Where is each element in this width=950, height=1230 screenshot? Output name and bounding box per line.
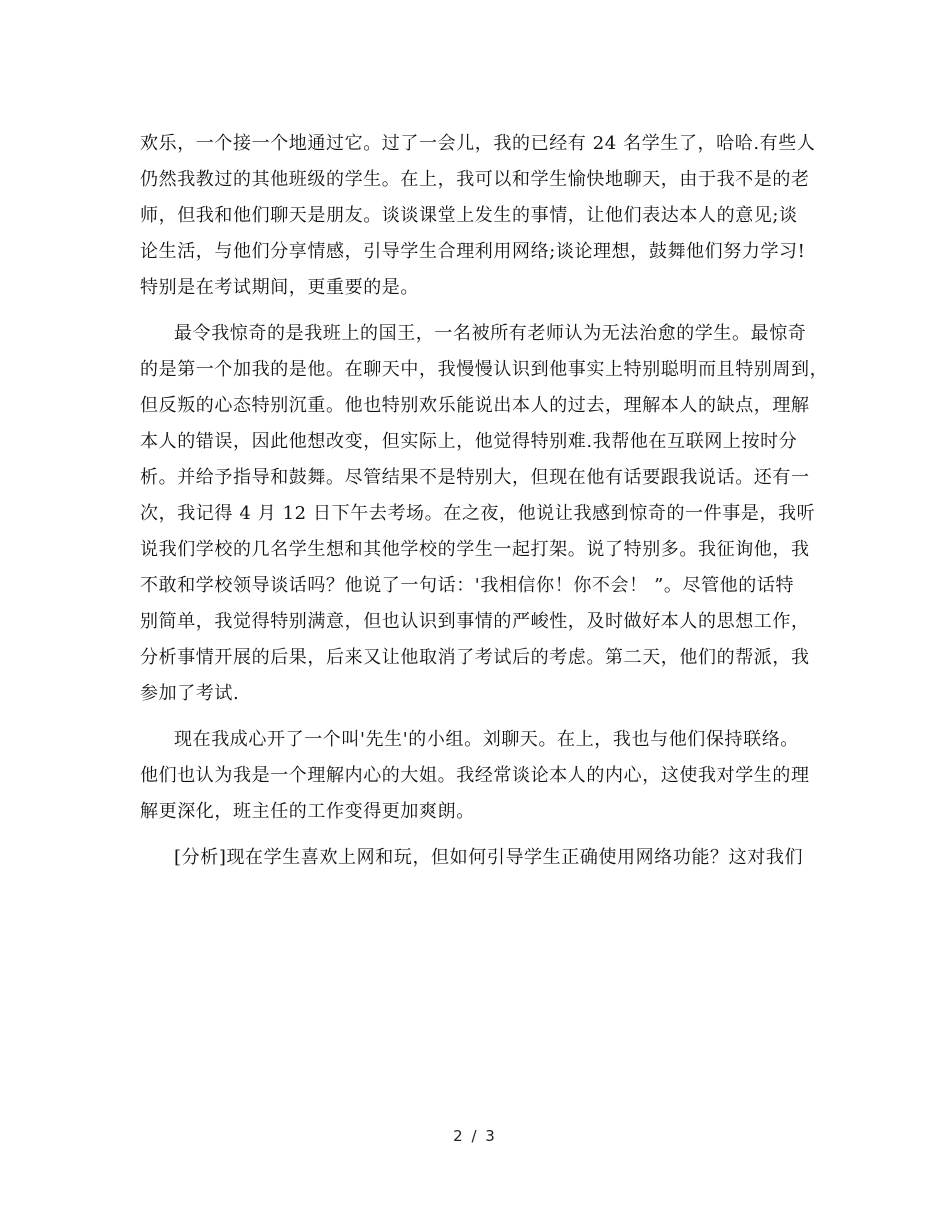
text-line: 论生活，与他们分享情感，引导学生合理利用网络;谈论理想，鼓舞他们努力学习! xyxy=(140,241,806,262)
text-line: 本人的错误，因此他想改变，但实际上，他觉得特别难.我帮他在互联网上按时分 xyxy=(140,431,798,452)
text-line: 师，但我和他们聊天是朋友。谈谈课堂上发生的事情，让他们表达本人的意见;谈 xyxy=(140,205,798,226)
text-line: 但反叛的心态特别沉重。他也特别欢乐能说出本人的过去，理解本人的缺点，理解 xyxy=(140,395,810,416)
page-number: 2 / 3 xyxy=(453,1127,497,1145)
paragraph xyxy=(140,126,816,306)
paragraph xyxy=(140,840,812,876)
text-line: 仍然我教过的其他班级的学生。在上，我可以和学生愉快地聊天，由于我不是的老 xyxy=(140,169,810,190)
text-line: 次，我记得 4 月 12 日下午去考场。在之夜，他说让我感到惊奇的一件事是，我听 xyxy=(140,503,816,524)
text-line: 别简单，我觉得特别满意，但也认识到事情的严峻性，及时做好本人的思想工作， xyxy=(140,611,810,632)
text-line: 的是第一个加我的是他。在聊天中，我慢慢认识到他事实上特别聪明而且特别周到， xyxy=(140,359,829,380)
text-line: 欢乐，一个接一个地通过它。过了一会儿，我的已经有 24 名学生了，哈哈.有些人 xyxy=(140,133,816,154)
text-line: [分析]现在学生喜欢上网和玩，但如何引导学生正确使用网络功能？这对我们 xyxy=(174,847,804,868)
document-body xyxy=(140,126,829,886)
text-line: 说我们学校的几名学生想和其他学校的学生一起打架。说了特别多。我征询他，我 xyxy=(140,539,810,560)
paragraph xyxy=(140,722,812,830)
text-line: 分析事情开展的后果，后来又让他取消了考试后的考虑。第二天，他们的帮派，我 xyxy=(140,647,810,668)
text-line: 解更深化，班主任的工作变得更加爽朗。 xyxy=(140,801,475,822)
text-line: 他们也认为我是一个理解内心的大姐。我经常谈论本人的内心，这使我对学生的理 xyxy=(140,765,810,786)
text-line: 现在我成心开了一个叫'先生'的小组。刘聊天。在上，我也与他们保持联络。 xyxy=(174,729,799,750)
paragraph xyxy=(140,316,829,712)
text-line: 参加了考试. xyxy=(140,683,240,704)
text-line: 特别是在考试期间，更重要的是。 xyxy=(140,277,419,298)
text-line: 不敢和学校领导谈话吗？他说了一句话：'我相信你！你不会！ ”。尽管他的话特 xyxy=(140,575,795,596)
text-line: 最令我惊奇的是我班上的国王，一名被所有老师认为无法治愈的学生。最惊奇 xyxy=(174,323,807,344)
text-line: 析。并给予指导和鼓舞。尽管结果不是特别大，但现在他有话要跟我说话。还有一 xyxy=(140,467,810,488)
